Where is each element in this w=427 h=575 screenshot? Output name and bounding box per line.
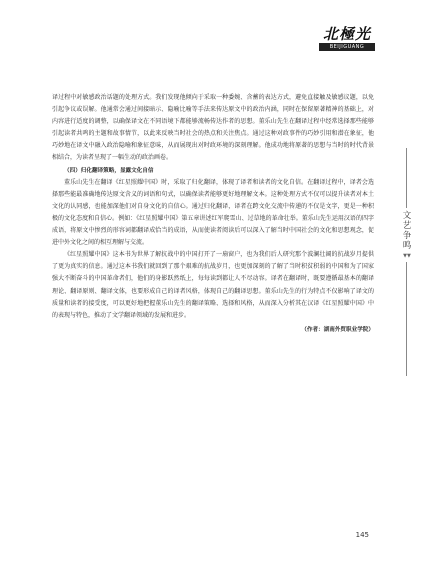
section-title	[399, 208, 415, 262]
paragraph-conclusion: 《红星照耀中国》这本书为世界了解抗战中的中国打开了一扇窗户，也为我们后人研究那个波澜壮阔的抗战岁月提供了更为真实的信息。通过这本书我们就回到了那个艰难的抗战岁月，也更加深刻的了解了当时积贫积弱的中国和为了国家强大不断奋斗的中国革命者们，他们的身影跃然纸上，每每读到都让人不尽动容。译者在翻译时，既要遵循最基本的翻译理论、翻译原则、翻译文体，也要形成自己的译者风格，体现自己的翻译思想。董乐山先生的行为特点不仅影响了译文的质量和读者的接受度，可以更好地把握董乐山先生的翻译策略、选择和风格，从而深入分析其在汉译《红星照耀中国》中的表现与特色，推动了文学翻译领域的发展和进步。	[52, 251, 374, 319]
triangle-down-icon: ▼▼	[403, 253, 411, 259]
logo-english-text: BEIJIGUANG	[319, 43, 375, 51]
section-title-text: 文艺争鸣	[402, 211, 412, 251]
author-affiliation: （作者：湖南外贸职业学院）	[301, 326, 374, 333]
magazine-logo	[319, 26, 375, 51]
paragraph-political-translation: 译过程中对敏感政治话题的处理方式。我们发现他倾向于采取一种委婉、含蓄的表达方式，避免直接触及敏感议题，以免引起争议或误解。他通常会通过间接暗示、隐喻比喻等手法来传达原文中的政治内涵，同时在保留原著精神的基础上，对内容进行适度的调整，以确保译文在不同语境下都能够流畅传达作者的思想。董乐山先生在翻译过程中经常选择那些能够引起读者共鸣的主题和故事情节，以此来反映当时社会的热点和关注焦点。通过这种对政事件的巧妙引用和潜在象征，他巧妙地在译文中融入政治隐喻和象征意味，从而展现出对时政环境的深刻理解。他成功地将原著的思想与当时的时代背景相结合，为读者呈现了一幅生动的政治画卷。	[52, 94, 374, 162]
page-number: 145	[355, 531, 369, 539]
section-sidebar	[401, 148, 413, 376]
section-subheading: （四）归化翻译策略，显露文化自信	[64, 167, 154, 174]
sidebar-divider	[406, 148, 407, 376]
paragraph-domestication: 董乐山先生在翻译《红星照耀中国》时，采取了归化翻译，体现了译者和读者的文化自信。在翻译过程中，译者会选择那些能最准确地传达原文含义的词语和句式，以确保读者能够更好地理解文本。这种处理方式不仅可以提升读者对本土文化的认同感，也能加深他们对自身文化的自信心。通过归化翻译，译者在跨文化交流中传递的不仅是文字，更是一种积极的文化态度和自信心。例如：《红星照耀中国》第五章讲述红军爬雪山、过草地的革命壮举。董乐山先生运用汉语的四字成语，将原文中惨烈的形容词都翻译成恰当的成语，从而使读者阅读后可以深入了解当时中国社会的文化和思想观念，促进中外文化之间的相互理解与交流。	[52, 178, 374, 247]
article-body	[52, 92, 374, 336]
logo-chinese-text: 北極光	[322, 25, 371, 43]
